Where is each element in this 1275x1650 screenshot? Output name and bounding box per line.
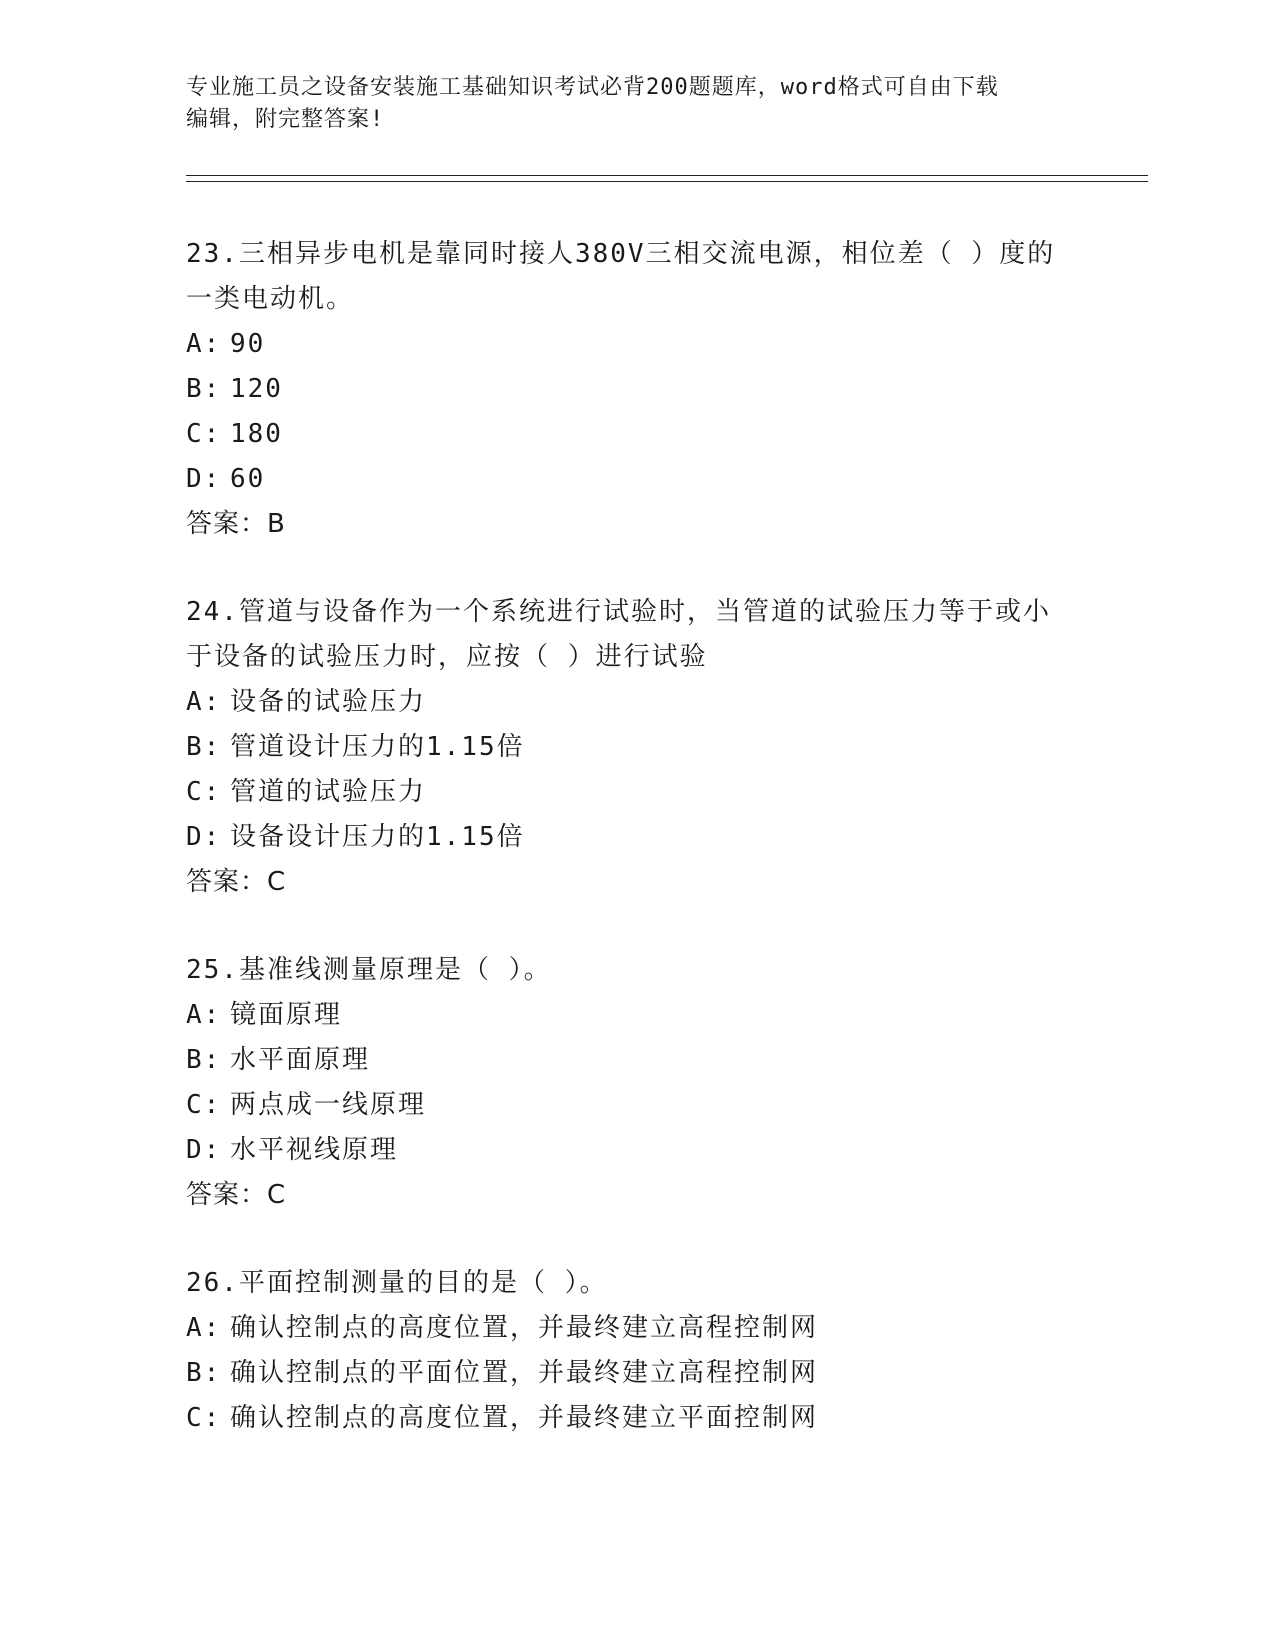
option-text: 管道的试验压力	[230, 777, 427, 807]
option-list	[186, 993, 1146, 1173]
option-letter: D:	[186, 464, 222, 494]
answer-line: 答案：C	[186, 1180, 287, 1210]
header-rule-bottom	[186, 181, 1148, 182]
option-a	[186, 680, 1146, 725]
option-text: 水平面原理	[230, 1045, 371, 1075]
option-letter: B:	[186, 732, 222, 762]
option-text: 设备设计压力的1.15倍	[230, 822, 525, 852]
option-c	[186, 1396, 1146, 1441]
option-text: 180	[230, 419, 283, 449]
option-c	[186, 770, 1146, 815]
option-b	[186, 367, 1146, 412]
option-text: 设备的试验压力	[230, 687, 427, 717]
question-text: 26.平面控制测量的目的是（ ）。	[186, 1268, 608, 1298]
option-text: 60	[230, 464, 266, 494]
question-text: 于设备的试验压力时，应按（ ）进行试验	[186, 642, 708, 672]
question-text: 一类电动机。	[186, 284, 355, 314]
question-26	[186, 1261, 1146, 1441]
option-b	[186, 725, 1146, 770]
answer-line: 答案：C	[186, 867, 287, 897]
question-text: 25.基准线测量原理是（ ）。	[186, 955, 552, 985]
option-letter: A:	[186, 687, 222, 717]
option-letter: B:	[186, 374, 222, 404]
option-text: 确认控制点的高度位置，并最终建立高程控制网	[230, 1313, 819, 1343]
option-a	[186, 1306, 1146, 1351]
document-header	[186, 72, 1146, 136]
option-b	[186, 1351, 1146, 1396]
question-23	[186, 232, 1146, 547]
option-list	[186, 322, 1146, 502]
option-letter: D:	[186, 1135, 222, 1165]
option-list	[186, 680, 1146, 860]
header-title-line-2: 编辑，附完整答案!	[186, 107, 385, 132]
option-letter: C:	[186, 1090, 222, 1120]
option-d	[186, 1128, 1146, 1173]
option-text: 水平视线原理	[230, 1135, 399, 1165]
option-text: 90	[230, 329, 266, 359]
option-letter: C:	[186, 777, 222, 807]
option-text: 120	[230, 374, 283, 404]
option-list	[186, 1306, 1146, 1441]
option-text: 确认控制点的高度位置，并最终建立平面控制网	[230, 1403, 819, 1433]
option-letter: B:	[186, 1358, 222, 1388]
option-letter: A:	[186, 329, 222, 359]
option-text: 镜面原理	[230, 1000, 343, 1030]
option-letter: C:	[186, 419, 222, 449]
question-25	[186, 948, 1146, 1218]
option-text: 两点成一线原理	[230, 1090, 427, 1120]
option-a	[186, 993, 1146, 1038]
header-title-line-1: 专业施工员之设备安装施工基础知识考试必背200题题库，word格式可自由下载	[186, 75, 999, 100]
option-c	[186, 412, 1146, 457]
option-a	[186, 322, 1146, 367]
header-rule-top	[186, 175, 1148, 176]
option-text: 确认控制点的平面位置，并最终建立高程控制网	[230, 1358, 819, 1388]
option-d	[186, 815, 1146, 860]
question-24	[186, 590, 1146, 905]
option-letter: A:	[186, 1000, 222, 1030]
option-b	[186, 1038, 1146, 1083]
option-letter: C:	[186, 1403, 222, 1433]
option-letter: B:	[186, 1045, 222, 1075]
answer-line: 答案：B	[186, 509, 286, 539]
option-d	[186, 457, 1146, 502]
question-list	[186, 232, 1146, 1484]
option-letter: D:	[186, 822, 222, 852]
question-text: 24.管道与设备作为一个系统进行试验时，当管道的试验压力等于或小	[186, 597, 1051, 627]
option-c	[186, 1083, 1146, 1128]
question-text: 23.三相异步电机是靠同时接人380V三相交流电源，相位差（ ）度的	[186, 239, 1056, 269]
option-letter: A:	[186, 1313, 222, 1343]
option-text: 管道设计压力的1.15倍	[230, 732, 525, 762]
